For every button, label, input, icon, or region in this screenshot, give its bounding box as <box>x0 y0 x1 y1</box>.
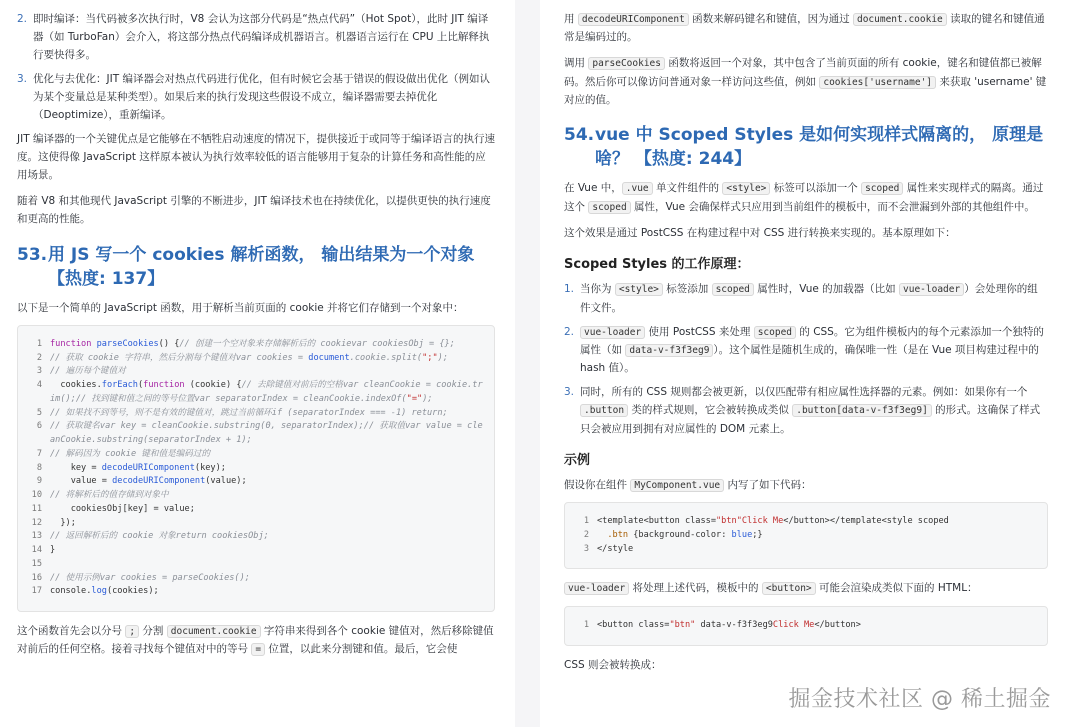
code-text <box>597 515 1037 529</box>
line-number: 9 <box>36 476 42 487</box>
css-transform-line <box>564 656 1048 674</box>
inline-code: document.cookie <box>853 13 947 26</box>
inline-code: ; <box>125 625 139 638</box>
code-token: // 创建一个空对象来存储解析后的 cookievar cookiesObj = {}; <box>179 338 455 349</box>
text-run: 假设你在组件 <box>564 478 631 491</box>
code-token: value = <box>50 476 113 487</box>
section-number: 54. <box>564 125 595 146</box>
text-run: 单文件组件的 <box>652 182 723 195</box>
inline-code: parseCookies <box>588 57 665 70</box>
text-run: 可能会渲染成类似下面的 HTML： <box>815 582 978 595</box>
code-token: // 遍历每个键值对 <box>50 366 126 377</box>
example-intro <box>564 476 1048 494</box>
text-run: 标签可以添加一个 <box>770 182 862 195</box>
inline-code: vue-loader <box>564 582 629 595</box>
inline-code: <button> <box>762 582 816 595</box>
text-run: 字符串来得到各个 cookie 键值对，然后移除键值对前后的任何空格。接着寻找每个键值对中的等号 <box>17 625 494 656</box>
code-text <box>597 543 1037 557</box>
subheading-example: 示例 <box>564 452 591 468</box>
section-number: 53. <box>17 244 48 265</box>
code-token: // 返回解析后的 cookie 对象return cookiesObj; <box>50 531 269 542</box>
code-line <box>28 503 484 517</box>
code-line <box>28 585 484 599</box>
code-token: (cookie) { <box>184 380 242 391</box>
line-number: 14 <box>31 545 42 556</box>
list-item <box>564 383 1048 437</box>
line-number: 1 <box>583 619 589 630</box>
line-number: 15 <box>31 558 42 569</box>
code-token: parseCookies <box>96 338 159 349</box>
code-token: // 去除键值对前后的空格var cleanCookie = cookie.trim();// 找到键和值之间的等号位置var separatorIndex = cleanCookie.indexOf( <box>50 380 483 404</box>
code-line <box>28 544 484 558</box>
code-line <box>28 338 484 352</box>
code-token: ;} <box>752 529 763 540</box>
line-number: 17 <box>31 586 42 597</box>
inline-code: MyComponent.vue <box>630 479 724 492</box>
list-item <box>564 280 1048 316</box>
code-line <box>575 515 1037 529</box>
inline-code: .button <box>580 404 628 417</box>
code-token: "btn" <box>669 619 696 630</box>
line-number: 3 <box>36 366 42 377</box>
text-run: CSS 则会被转换成： <box>564 658 662 671</box>
code-line <box>28 352 484 366</box>
code-token: function <box>143 380 185 391</box>
text-run: 的 CSS。它为组件模板内的每个元素添加一个独特的属性（如 <box>580 325 1044 356</box>
line-number: 3 <box>583 543 589 554</box>
code-line <box>575 543 1037 557</box>
code-line <box>28 462 484 476</box>
paragraph <box>17 192 495 228</box>
code-line <box>575 619 1037 633</box>
code-token: (cookies); <box>106 586 159 597</box>
text-run: 读取的键名和键值通常是编码过的。 <box>564 13 1045 44</box>
jit-paragraphs <box>17 130 495 228</box>
code-token: }); <box>50 517 76 528</box>
text-run: 的形式。这确保了样式只会被应用到拥有对应属性的 DOM 元素上。 <box>580 404 1041 435</box>
code-token: // 获取 cookie 字符串，然后分割每个键值对var cookies = <box>50 352 309 363</box>
code-token: // 使用示例var cookies = parseCookies(); <box>50 572 250 583</box>
text-run: 使用 PostCSS 来处理 <box>645 325 754 338</box>
text-run: 当你为 <box>580 283 615 296</box>
text-run: 用 <box>564 13 578 25</box>
list-number: 1. <box>564 283 575 296</box>
code-token: decodeURIComponent <box>101 462 195 473</box>
line-number: 2 <box>36 352 42 363</box>
code-token: </button> <box>814 619 861 630</box>
line-number: 13 <box>31 531 42 542</box>
code-text <box>50 379 484 407</box>
vue-scoped-intro <box>564 179 1048 216</box>
code-line <box>28 448 484 462</box>
text-run: 内写了如下代码： <box>724 478 812 491</box>
code-token: ( <box>137 380 144 391</box>
code-token: console. <box>50 586 92 597</box>
inline-code: .button[data-v-f3f3eg9] <box>792 404 932 417</box>
section-title: vue 中 Scoped Styles 是如何实现样式隔离的， 原理是啥？ 【热度: 244】 <box>595 125 1044 170</box>
code-block-component <box>564 502 1048 569</box>
principle-list <box>564 280 1048 438</box>
inline-code: = <box>251 643 265 656</box>
text-run: 调用 <box>564 57 589 70</box>
text-run: 随着 V8 和其他现代 JavaScript 引擎的不断进步，JIT 编译技术也在持续优化，以提供更快的执行速度和更高的性能。 <box>17 195 491 226</box>
code-token: decodeURIComponent <box>112 476 206 487</box>
line-number: 1 <box>583 516 589 527</box>
code-text <box>50 365 484 379</box>
code-token: key = <box>50 462 102 473</box>
line-number: 2 <box>583 529 589 540</box>
text-run: 标签添加 <box>662 283 712 296</box>
code-line <box>28 475 484 489</box>
code-line <box>28 530 484 544</box>
right-top-paragraphs <box>564 10 1048 109</box>
text-run: 属性来实现样式的隔离。通过这个 <box>564 182 1044 213</box>
code-text <box>597 619 1037 633</box>
code-line <box>28 558 484 572</box>
code-token: ); <box>437 352 448 363</box>
watermark: 掘金技术社区 @ 稀土掘金 <box>788 687 1051 713</box>
code-text <box>50 475 484 489</box>
text-run: 来获取 'username' 键对应的值。 <box>564 75 1047 107</box>
code-line <box>28 572 484 586</box>
code-token: cookiesObj[key] = value; <box>50 503 195 514</box>
code-token: Click Me <box>772 619 815 630</box>
code-line <box>28 420 484 448</box>
text-run: 属性，Vue 会确保样式只应用到当前组件的模板中，而不会泄漏到外部的其他组件中。 <box>630 200 1035 213</box>
code-token: forEach <box>101 380 138 391</box>
text-run: 属性时，Vue 的加载器（比如 <box>753 283 900 296</box>
list-item <box>17 70 495 124</box>
code-block-rendered-html <box>564 606 1048 646</box>
code-line <box>28 379 484 407</box>
code-block-parse-cookies <box>17 325 495 612</box>
inline-code: decodeURIComponent <box>578 13 689 26</box>
code-token: // 如果找不到等号，则不是有效的键值对，跳过当前循环if (separatorIndex === -1) return; <box>50 407 448 418</box>
render-explanation <box>564 579 1048 597</box>
text-run: 同时，所有的 CSS 规则都会被更新，以仅匹配带有相应属性选择器的元素。例如：如果你有一个 <box>580 386 1028 399</box>
code-text <box>50 530 484 544</box>
code-line <box>28 517 484 531</box>
list-item <box>564 323 1048 378</box>
right-page <box>540 0 1069 727</box>
list-item <box>17 10 495 64</box>
code-line <box>575 529 1037 543</box>
line-number: 4 <box>36 380 42 391</box>
code-token: .btn <box>597 529 634 540</box>
inline-code: vue-loader <box>580 326 645 339</box>
subheading-principle: Scoped Styles 的工作原理： <box>564 257 750 273</box>
line-number: 7 <box>36 448 42 459</box>
code-token: {background-color: <box>633 529 732 540</box>
code-token: cookies. <box>50 380 102 391</box>
text-run: 分割 <box>139 625 167 638</box>
code-token: (key); <box>194 462 226 473</box>
line-number: 1 <box>36 338 42 349</box>
code-text <box>50 503 484 517</box>
code-token: Click Me <box>741 516 784 527</box>
code-text <box>50 448 484 462</box>
explanation-paragraph <box>17 622 495 659</box>
line-number: 8 <box>36 462 42 473</box>
code-token: log <box>91 586 107 597</box>
inline-code: <style> <box>615 283 663 296</box>
code-token: ); <box>422 393 433 404</box>
text-run: 位置，以此来分割键和值。最后，它会使 <box>265 643 458 656</box>
code-token: // 将解析后的值存储到对象中 <box>50 490 169 501</box>
code-text <box>50 558 484 572</box>
code-token: // 获取键名var key = cleanCookie.substring(0, separatorIndex);// 获取值var value = cleanCookie.substring(separatorIndex + 1); <box>50 421 483 446</box>
text-run: 函数来解码键名和键值，因为通过 <box>688 13 853 25</box>
inline-code: data-v-f3f3eg9 <box>625 344 713 357</box>
text-run: 将处理上述代码，模板中的 <box>629 582 762 595</box>
code-token: (value); <box>205 476 247 487</box>
page-gutter <box>515 0 540 727</box>
text-run: 类的样式规则，它会被转换成类似 <box>628 404 793 417</box>
list-number: 3. <box>17 73 28 86</box>
code-token: "btn" <box>716 516 742 527</box>
text-run: 优化与去优化：JIT 编译器会对热点代码进行优化，但有时候它会基于错误的假设做出优化（例如认为某个变量总是某种类型）。如果后来的执行发现这些假设不成立，编译器需要去掉优化（Deoptimize），重新编译。 <box>33 73 490 122</box>
code-text <box>50 489 484 503</box>
text-run: ）会处理你的组件文件。 <box>580 283 1038 314</box>
left-page <box>0 0 515 727</box>
jit-steps-list <box>17 10 495 124</box>
code-token: </button></template<style scoped <box>783 516 949 527</box>
section-title: 用 JS 写一个 cookies 解析函数， 输出结果为一个对象 【热度: 137】 <box>48 244 475 289</box>
code-token: <template<button class= <box>597 516 716 527</box>
code-text <box>597 529 1037 543</box>
text-run: ）。这个属性是随机生成的，确保唯一性（是在 Vue 项目构建过程中的 hash 值）。 <box>580 343 1039 375</box>
code-token: document <box>308 352 350 363</box>
line-number: 10 <box>31 490 42 501</box>
code-token: // 解码因为 cookie 键和值是编码过的 <box>50 448 211 459</box>
code-token: } <box>50 545 56 556</box>
code-text <box>50 517 484 531</box>
line-number: 12 <box>31 517 42 528</box>
code-line <box>28 407 484 421</box>
inline-code: document.cookie <box>167 625 261 638</box>
code-token: () { <box>158 338 180 349</box>
code-token: "=" <box>406 393 423 404</box>
paragraph <box>564 54 1048 109</box>
code-line <box>28 489 484 503</box>
postcss-paragraph <box>564 224 1048 242</box>
code-token: ";" <box>422 352 438 363</box>
inline-code: scoped <box>861 182 903 195</box>
text-run: 在 Vue 中， <box>564 182 622 195</box>
text-run: 这个效果是通过 PostCSS 在构建过程中对 CSS 进行转换来实现的。基本原理如下： <box>564 226 956 239</box>
list-number: 3. <box>564 386 575 399</box>
code-text <box>50 407 484 421</box>
section-heading-54 <box>564 123 1048 171</box>
code-token: blue <box>731 529 753 540</box>
code-token: function <box>50 338 97 349</box>
section-heading-53 <box>17 243 495 291</box>
line-number: 6 <box>36 421 42 432</box>
inline-code: cookies['username'] <box>819 76 936 89</box>
code-text <box>50 462 484 476</box>
code-text <box>50 338 484 352</box>
inline-code: vue-loader <box>899 283 964 296</box>
code-text <box>50 585 484 599</box>
code-token: <button class= <box>597 619 670 630</box>
inline-code: scoped <box>712 283 754 296</box>
intro-paragraph <box>17 299 495 317</box>
text-run: 这个函数首先会以分号 <box>17 625 126 638</box>
code-token: data-v-f3f3eg9 <box>695 619 773 630</box>
line-number: 5 <box>36 407 42 418</box>
code-text <box>50 352 484 366</box>
code-text <box>50 572 484 586</box>
code-line <box>28 365 484 379</box>
code-text <box>50 420 484 448</box>
text-run: JIT 编译器的一个关键优点是它能够在不牺牲启动速度的情况下，提供接近于或同等于编译语言的执行速度。这使得像 JavaScript 这样原本被认为执行效率较低的语言能够用于复杂的计算任务和高性能的应用场景。 <box>17 133 495 182</box>
code-token: </style <box>597 543 634 554</box>
code-token: .cookie.split( <box>349 352 423 363</box>
line-number: 11 <box>31 503 42 514</box>
text-run: 函数将返回一个对象，其中包含了当前页面的所有 cookie，键名和键值都已被解码。然后你可以像访问普通对象一样访问这些值，例如 <box>564 57 1042 88</box>
line-number: 16 <box>31 572 42 583</box>
inline-code: scoped <box>588 201 630 214</box>
paragraph <box>564 10 1048 46</box>
text-run: 即时编译：当代码被多次执行时，V8 会认为这部分代码是“热点代码”（Hot Spot），此时 JIT 编译器（如 TurboFan）会介入，将这部分热点代码编译成机器语言。机器语言运行在 CPU 上比解释执行要快得多。 <box>33 13 490 62</box>
list-number: 2. <box>564 325 575 338</box>
inline-code: <style> <box>722 182 770 195</box>
paragraph <box>17 130 495 184</box>
code-text <box>50 544 484 558</box>
list-number: 2. <box>17 13 28 25</box>
inline-code: scoped <box>754 326 796 339</box>
inline-code: .vue <box>622 182 653 195</box>
text-run: 以下是一个简单的 JavaScript 函数，用于解析当前页面的 cookie 并将它们存储到一个对象中： <box>17 301 464 314</box>
